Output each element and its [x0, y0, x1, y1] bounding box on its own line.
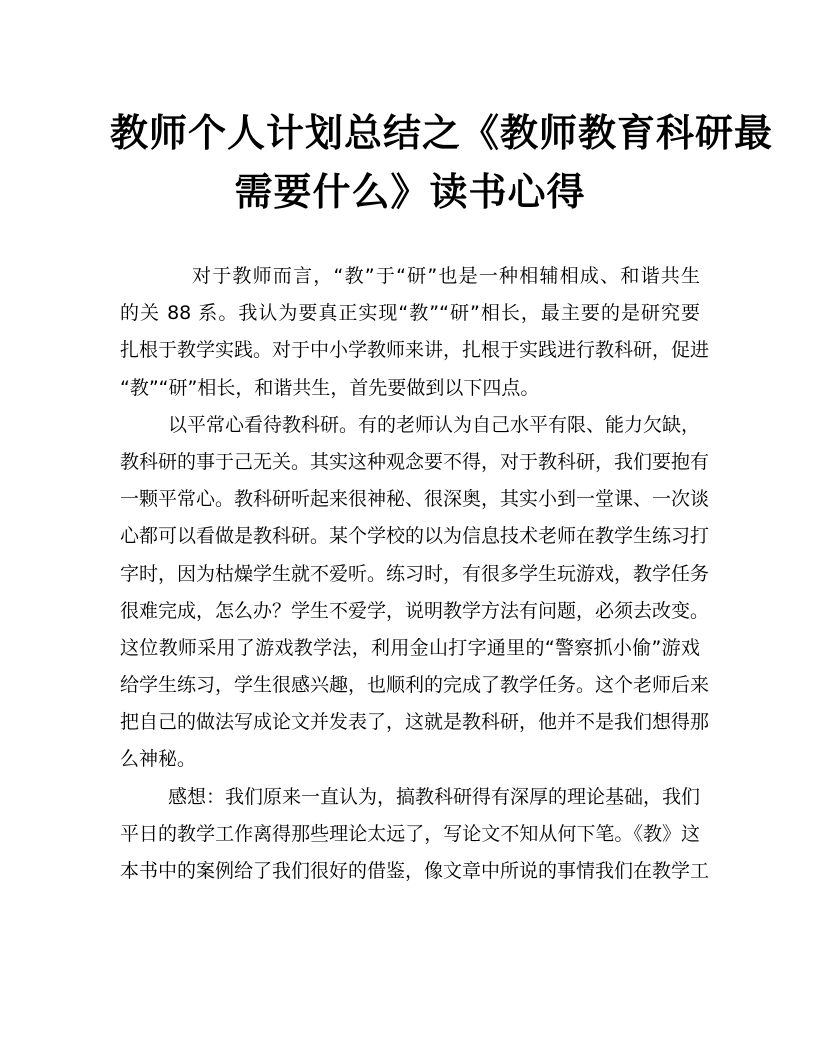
- paragraph-2-line-9: 把自己的做法写成论文并发表了，这就是教科研，他并不是我们想得那: [120, 711, 710, 734]
- paragraph-3-line-1: 感想：我们原来一直认为，搞教科研得有深厚的理论基础，我们: [168, 785, 701, 808]
- document-body: [120, 258, 710, 890]
- paragraph-2-line-7: 这位教师采用了游戏教学法，利用金山打字通里的“警察抓小偷”游戏: [120, 636, 700, 659]
- paragraph-1-line-2: 的关 88 系。我认为要真正实现“教”“研”相长，最主要的是研究要: [120, 302, 700, 325]
- paragraph-2-line-6: 很难完成，怎么办？学生不爱学，说明教学方法有问题，必须去改变。: [120, 599, 710, 622]
- paragraph-2-line-10: 么神秘。: [120, 748, 197, 771]
- document-title-line-2: 需要什么》读书心得: [234, 169, 586, 214]
- paragraph-1-line-3: 扎根于教学实践。对于中小学教师来讲，扎根于实践进行教科研，促进: [120, 339, 710, 362]
- paragraph-2-line-8: 给学生练习，学生很感兴趣，也顺利的完成了教学任务。这个老师后来: [120, 674, 710, 697]
- paragraph-3-line-3: 本书中的案例给了我们很好的借鉴，像文章中所说的事情我们在教学工: [120, 860, 710, 882]
- paragraph-2-line-4: 心都可以看做是教科研。某个学校的以为信息技术老师在教学生练习打: [120, 525, 710, 548]
- paragraph-2-line-1: 以平常心看待教科研。有的老师认为自己水平有限、能力欠缺，: [168, 413, 701, 436]
- paragraph-2-line-2: 教科研的事于己无关。其实这种观念要不得，对于教科研，我们要抱有: [120, 450, 710, 473]
- paragraph-1-line-4: “教”“研”相长，和谐共生，首先要做到以下四点。: [120, 376, 540, 399]
- paragraph-3-line-2: 平日的教学工作离得那些理论太远了，写论文不知从何下笔。《教》这: [120, 822, 700, 845]
- paragraph-2-line-5: 字时，因为枯燥学生就不爱听。练习时，有很多学生玩游戏，教学任务: [120, 562, 710, 585]
- document-title-line-1: 教师个人计划总结之《教师教育科研最: [110, 110, 774, 155]
- paragraph-2-line-3: 一颗平常心。教科研听起来很神秘、很深奥，其实小到一堂课、一次谈: [120, 488, 710, 511]
- paragraph-1-line-1: 对于教师而言，“教”于“研”也是一种相辅相成、和谐共生: [192, 265, 700, 287]
